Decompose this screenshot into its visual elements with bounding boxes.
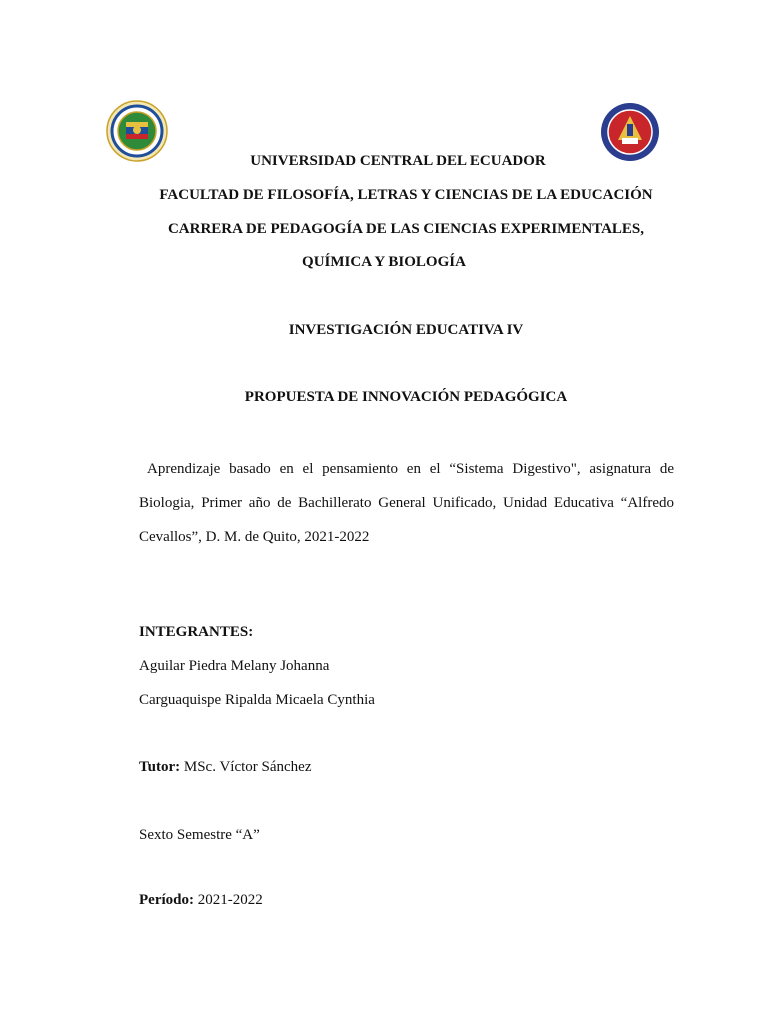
university-heading: UNIVERSIDAD CENTRAL DEL ECUADOR bbox=[250, 153, 546, 169]
faculty-heading: FACULTAD DE FILOSOFÍA, LETRAS Y CIENCIAS DE LA EDUCACIÓN bbox=[159, 187, 653, 203]
abstract-line-1: Aprendizaje basado en el pensamiento en el “Sistema Digestivo", asignatura de bbox=[147, 461, 674, 477]
abstract-paragraph bbox=[139, 452, 674, 554]
tutor-value: MSc. Víctor Sánchez bbox=[180, 759, 312, 775]
career-heading-line2: QUÍMICA Y BIOLOGÍA bbox=[302, 254, 466, 270]
career-heading-line1: CARRERA DE PEDAGOGÍA DE LAS CIENCIAS EXPERIMENTALES, bbox=[167, 221, 645, 237]
member-name-2: Carguaquispe Ripalda Micaela Cynthia bbox=[139, 692, 375, 708]
course-heading: INVESTIGACIÓN EDUCATIVA IV bbox=[288, 322, 524, 338]
period-label: Período: bbox=[139, 892, 194, 908]
members-label: INTEGRANTES: bbox=[139, 624, 254, 640]
semester-line: Sexto Semestre “A” bbox=[139, 827, 260, 843]
tutor-label: Tutor: bbox=[139, 759, 181, 775]
proposal-heading: PROPUESTA DE INNOVACIÓN PEDAGÓGICA bbox=[244, 389, 568, 405]
period-value: 2021-2022 bbox=[193, 892, 263, 908]
abstract-line-2: Biologia, Primer año de Bachillerato General Unificado, Unidad Educativa “Alfredo bbox=[139, 495, 674, 511]
member-name-1: Aguilar Piedra Melany Johanna bbox=[139, 658, 330, 674]
period-line bbox=[139, 892, 263, 909]
tutor-line bbox=[139, 759, 312, 776]
abstract-line-3: Cevallos”, D. M. de Quito, 2021-2022 bbox=[139, 529, 370, 545]
